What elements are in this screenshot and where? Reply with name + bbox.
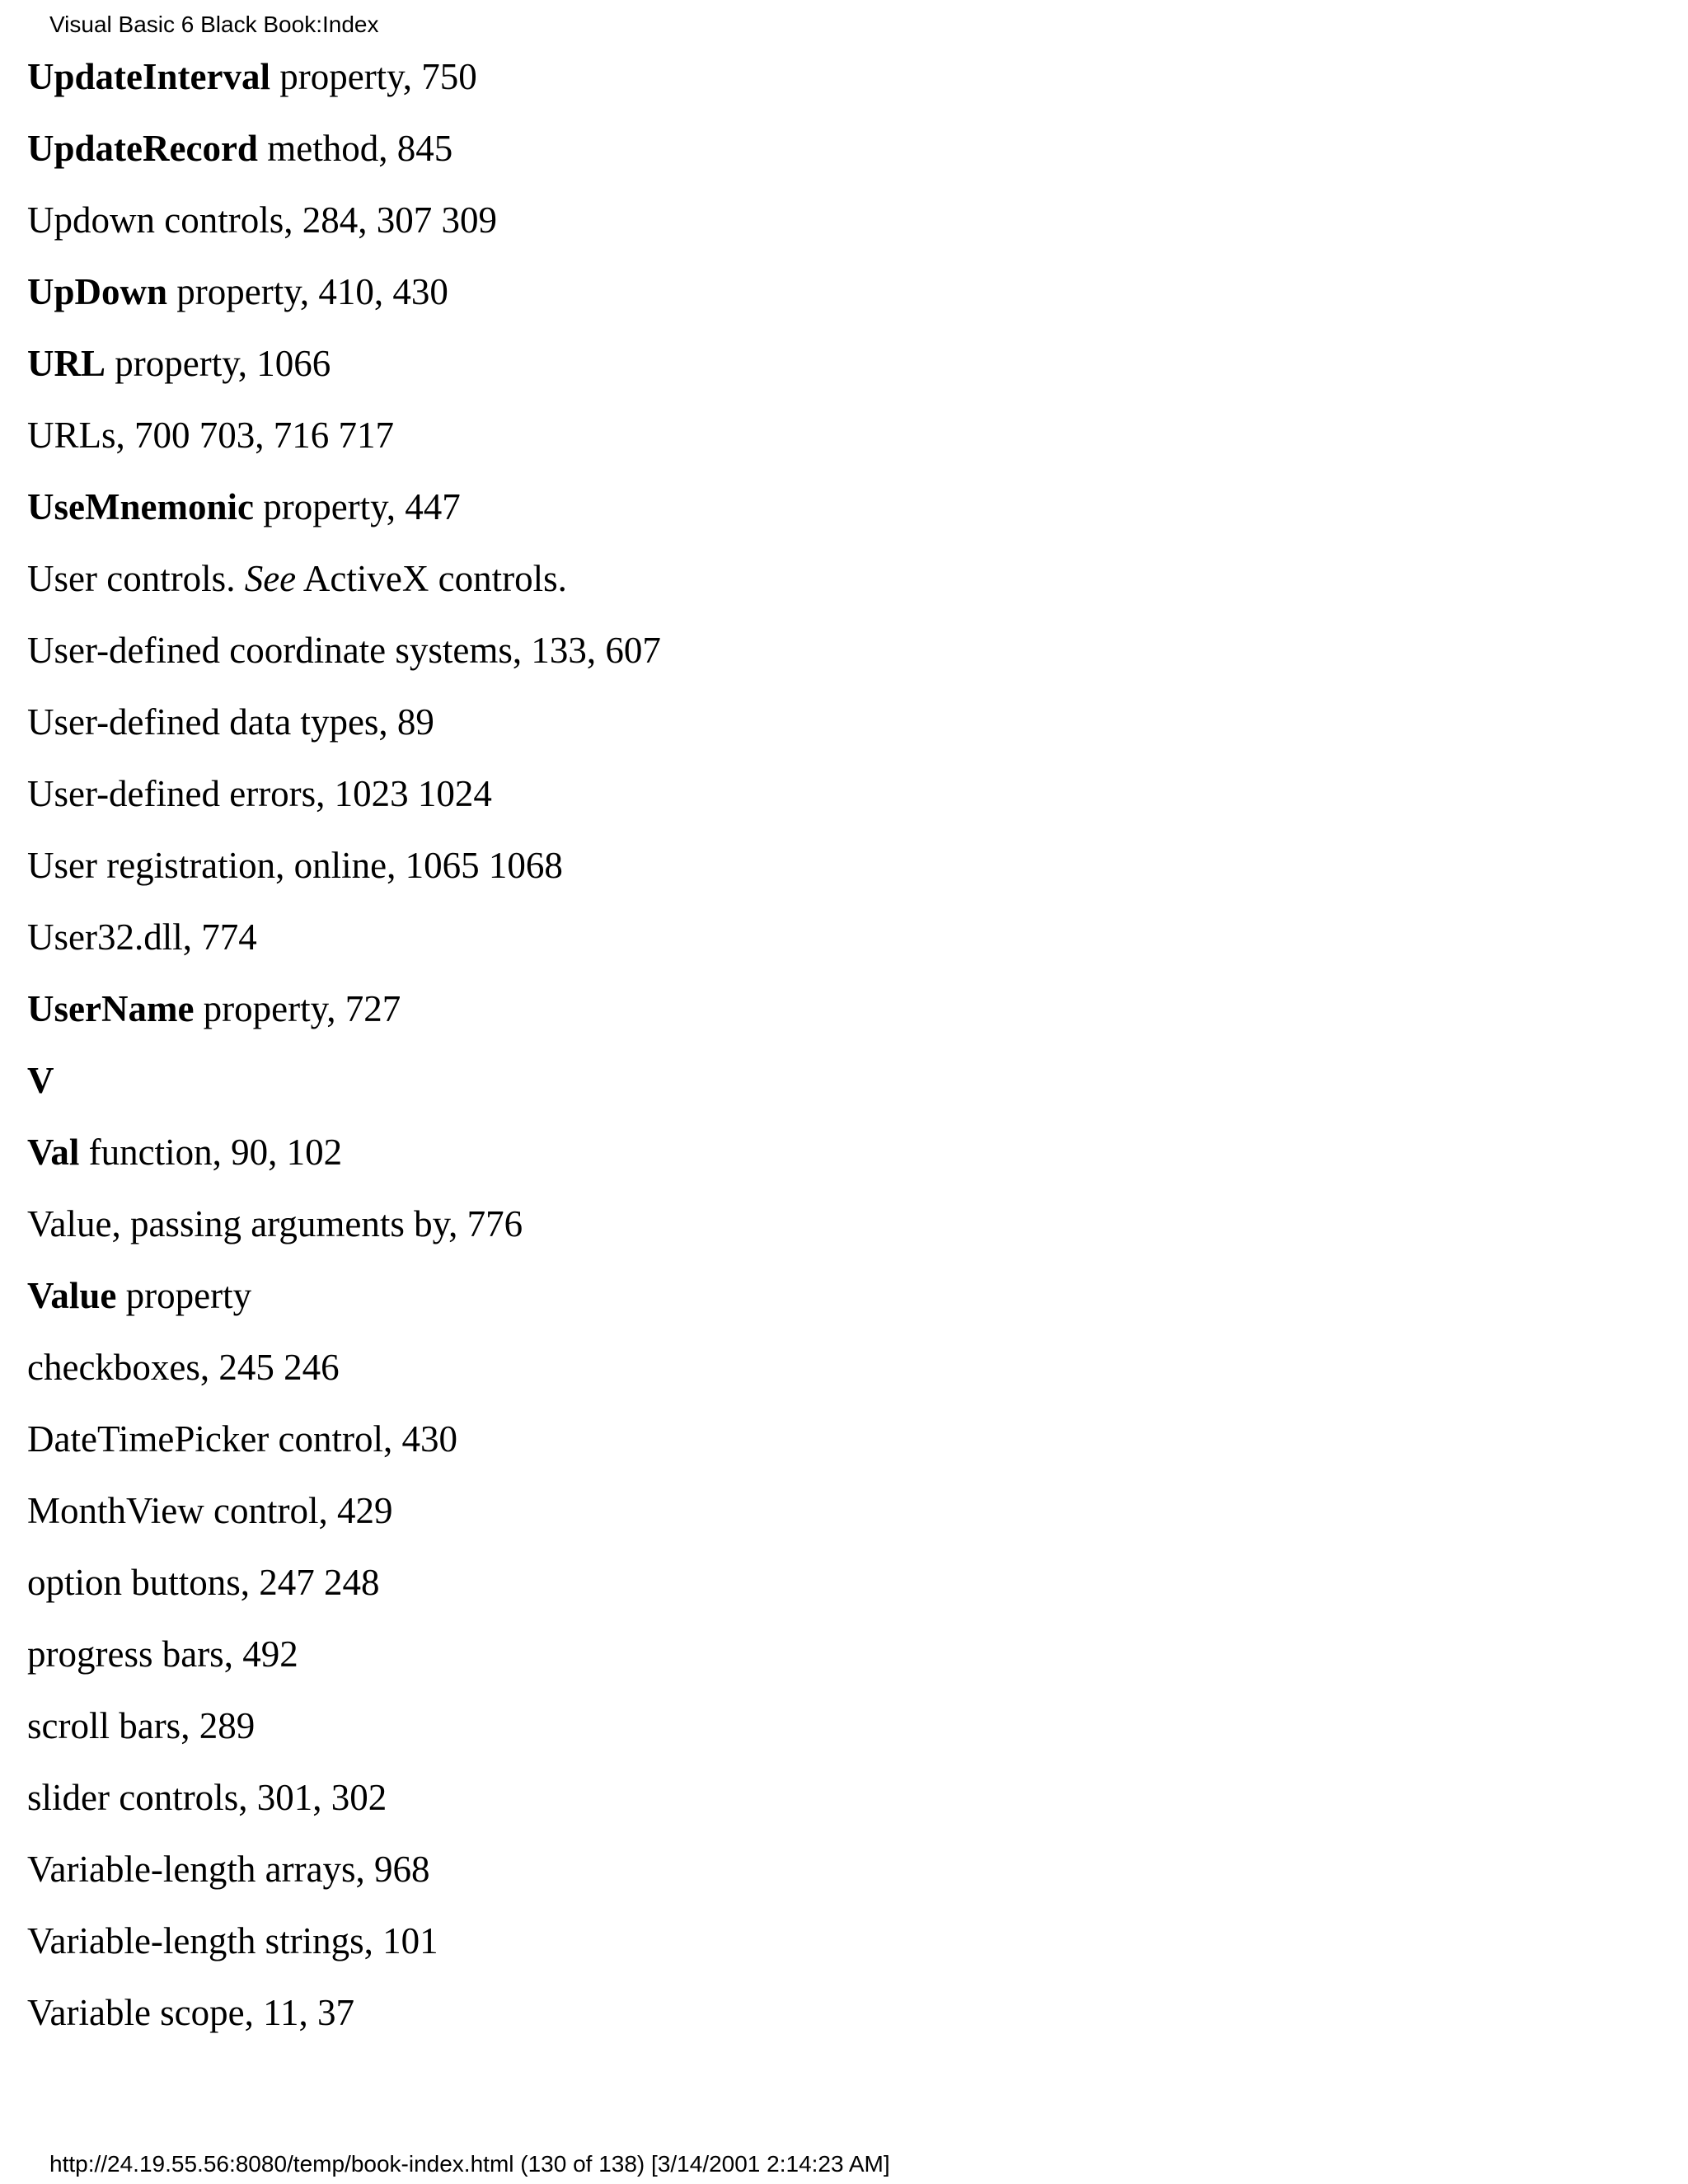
index-entry-text: slider controls, 301, 302 <box>27 1777 387 1818</box>
index-entry <box>27 973 661 1045</box>
index-term: UpdateRecord <box>27 128 258 169</box>
page-header-title: Visual Basic 6 Black Book:Index <box>49 12 379 37</box>
index-entry <box>27 400 661 471</box>
index-entry <box>27 1404 661 1475</box>
index-entry-text: DateTimePicker control, 430 <box>27 1418 458 1460</box>
index-entry-text: property, 410, 430 <box>167 271 448 312</box>
index-term: URL <box>27 343 106 384</box>
index-entry <box>27 328 661 400</box>
index-entry-text: method, 845 <box>257 128 453 169</box>
index-entry-text: Variable-length arrays, 968 <box>27 1849 430 1890</box>
index-entry <box>27 1260 661 1332</box>
index-entry-text: User controls. <box>27 558 245 599</box>
index-term: UpDown <box>27 271 168 312</box>
index-entry <box>27 830 661 902</box>
index-entry-text: User32.dll, 774 <box>27 916 257 958</box>
index-entry-text: function, 90, 102 <box>79 1132 343 1173</box>
index-entry-text: User-defined errors, 1023 1024 <box>27 773 492 814</box>
index-entry-text: URLs, 700 703, 716 717 <box>27 415 395 456</box>
index-term: Value <box>27 1275 117 1316</box>
index-entry-text: Value, passing arguments by, 776 <box>27 1203 523 1244</box>
index-see-reference: See <box>244 558 297 599</box>
index-entry-text: Variable scope, 11, 37 <box>27 1992 354 2033</box>
index-entry-text: Updown controls, 284, 307 309 <box>27 199 497 241</box>
index-entry-text: MonthView control, 429 <box>27 1490 393 1531</box>
index-entry <box>27 1977 661 2049</box>
index-entry <box>27 1690 661 1762</box>
index-entry-text: property, 750 <box>270 56 477 97</box>
index-entry-text: property <box>116 1275 252 1316</box>
index-entry <box>27 758 661 830</box>
index-entry-text: property, 447 <box>253 486 461 527</box>
index-list <box>27 41 661 2049</box>
index-entry <box>27 1905 661 1977</box>
index-term: V <box>27 1060 54 1101</box>
index-entry <box>27 615 661 687</box>
index-entry <box>27 1475 661 1547</box>
index-entry <box>27 1332 661 1404</box>
index-entry <box>27 687 661 758</box>
index-entry <box>27 902 661 973</box>
index-term: Val <box>27 1132 80 1173</box>
index-entry-text: option buttons, 247 248 <box>27 1562 380 1603</box>
index-entry-text: User-defined data types, 89 <box>27 701 434 743</box>
index-entry-text: checkboxes, 245 246 <box>27 1347 340 1388</box>
index-entry <box>27 185 661 256</box>
index-entry <box>27 1834 661 1905</box>
index-entry-text: User-defined coordinate systems, 133, 607 <box>27 630 661 671</box>
index-entry <box>27 543 661 615</box>
index-entry <box>27 1117 661 1188</box>
index-entry <box>27 1547 661 1619</box>
index-term: UserName <box>27 988 195 1029</box>
index-entry <box>27 1619 661 1690</box>
index-entry-text: Variable-length strings, 101 <box>27 1920 438 1961</box>
index-entry <box>27 1188 661 1260</box>
index-term: UpdateInterval <box>27 56 270 97</box>
index-entry <box>27 256 661 328</box>
index-entry <box>27 1762 661 1834</box>
index-entry-text: User registration, online, 1065 1068 <box>27 845 563 886</box>
index-entry-text: property, 727 <box>194 988 401 1029</box>
page-footer-url: http://24.19.55.56:8080/temp/book-index.html (130 of 138) [3/14/2001 2:14:23 AM] <box>49 2151 890 2177</box>
index-entry-text: scroll bars, 289 <box>27 1705 256 1746</box>
index-entry-text: progress bars, 492 <box>27 1633 298 1675</box>
index-entry <box>27 113 661 185</box>
index-see-target: ActiveX controls. <box>296 558 567 599</box>
index-entry <box>27 471 661 543</box>
index-entry-text: property, 1066 <box>106 343 331 384</box>
index-section-letter <box>27 1045 661 1117</box>
index-entry <box>27 41 661 113</box>
index-term: UseMnemonic <box>27 486 254 527</box>
